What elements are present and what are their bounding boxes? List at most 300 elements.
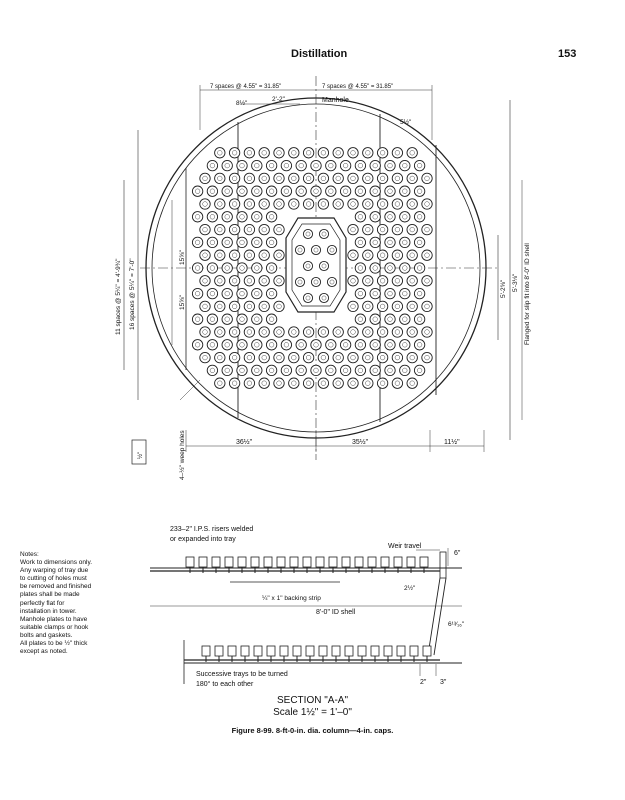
section-cap bbox=[280, 646, 288, 656]
bubble-cap bbox=[414, 237, 424, 247]
bubble-cap bbox=[355, 365, 365, 375]
bubble-cap bbox=[244, 199, 254, 209]
section-cap bbox=[306, 646, 314, 656]
downcomer-line-2 bbox=[434, 578, 446, 655]
bubble-cap bbox=[244, 378, 254, 388]
section-cap bbox=[264, 557, 272, 567]
bubble-cap bbox=[422, 199, 432, 209]
bubble-cap bbox=[422, 327, 432, 337]
bubble-cap bbox=[363, 352, 373, 362]
bubble-cap bbox=[274, 148, 284, 158]
section-title: SECTION "A-A" bbox=[277, 695, 348, 706]
bubble-cap bbox=[237, 186, 247, 196]
note-line: be removed and finished bbox=[20, 583, 92, 591]
bubble-cap bbox=[422, 276, 432, 286]
bubble-cap bbox=[237, 160, 247, 170]
bubble-cap bbox=[289, 148, 299, 158]
bubble-cap bbox=[385, 314, 395, 324]
bubble-cap bbox=[200, 352, 210, 362]
bubble-cap bbox=[348, 173, 358, 183]
bubble-cap bbox=[407, 301, 417, 311]
bubble-cap bbox=[407, 378, 417, 388]
bubble-cap bbox=[318, 199, 328, 209]
bubble-cap bbox=[400, 186, 410, 196]
section-cap bbox=[342, 557, 350, 567]
bubble-cap bbox=[274, 352, 284, 362]
bubble-cap bbox=[274, 276, 284, 286]
risers-label-line1: 233–2" I.P.S. risers welded bbox=[170, 526, 254, 533]
bubble-cap bbox=[222, 365, 232, 375]
bubble-cap bbox=[370, 340, 380, 350]
bubble-cap bbox=[252, 365, 262, 375]
bubble-cap bbox=[319, 229, 328, 238]
section-cap bbox=[332, 646, 340, 656]
section-cap bbox=[228, 646, 236, 656]
bubble-cap bbox=[414, 365, 424, 375]
bubble-cap bbox=[274, 301, 284, 311]
bubble-cap bbox=[207, 365, 217, 375]
bubble-cap bbox=[229, 199, 239, 209]
weir-travel-label: Weir travel bbox=[388, 543, 422, 550]
bubble-cap bbox=[274, 224, 284, 234]
bubble-cap bbox=[318, 327, 328, 337]
bubble-cap bbox=[192, 314, 202, 324]
bubble-cap bbox=[259, 250, 269, 260]
bubble-cap bbox=[355, 288, 365, 298]
bubble-cap bbox=[244, 148, 254, 158]
bubble-cap bbox=[355, 263, 365, 273]
bubble-cap bbox=[215, 352, 225, 362]
figure-caption: Figure 8-99. 8-ft-0-in. dia. column—4-in. caps. bbox=[231, 726, 394, 735]
bubble-cap bbox=[385, 263, 395, 273]
bubble-cap bbox=[303, 148, 313, 158]
note-line: All plates to be ½" thick bbox=[20, 640, 88, 648]
bubble-cap bbox=[296, 160, 306, 170]
note-line: Work to dimensions only. bbox=[20, 559, 93, 567]
bubble-cap bbox=[392, 250, 402, 260]
bubble-cap bbox=[207, 314, 217, 324]
bubble-cap bbox=[414, 160, 424, 170]
bubble-cap bbox=[392, 352, 402, 362]
bubble-cap bbox=[348, 378, 358, 388]
bubble-cap bbox=[385, 186, 395, 196]
bubble-cap bbox=[318, 173, 328, 183]
bubble-cap bbox=[244, 301, 254, 311]
id-shell-label: 8'-0" ID shell bbox=[316, 609, 356, 616]
bubble-cap bbox=[363, 276, 373, 286]
bubble-cap bbox=[348, 250, 358, 260]
bubble-cap bbox=[281, 365, 291, 375]
bubble-cap bbox=[295, 245, 304, 254]
bubble-cap bbox=[400, 237, 410, 247]
note-line: Any warping of tray due bbox=[20, 567, 89, 575]
bubble-cap bbox=[348, 224, 358, 234]
bubble-cap bbox=[200, 199, 210, 209]
bubble-cap bbox=[303, 199, 313, 209]
bubble-cap bbox=[274, 378, 284, 388]
bubble-cap bbox=[274, 173, 284, 183]
successive-label-line1: Successive trays to be turned bbox=[196, 671, 288, 678]
bubble-cap bbox=[303, 378, 313, 388]
section-cap bbox=[254, 646, 262, 656]
bubble-cap bbox=[355, 314, 365, 324]
bubble-cap bbox=[274, 250, 284, 260]
bubble-cap bbox=[333, 148, 343, 158]
bubble-cap bbox=[259, 327, 269, 337]
bubble-cap bbox=[370, 288, 380, 298]
downcomer-line-1 bbox=[428, 578, 440, 655]
notes-block bbox=[20, 551, 160, 656]
bubble-cap bbox=[333, 173, 343, 183]
note-line: bolts and gaskets. bbox=[20, 631, 73, 639]
bubble-cap bbox=[266, 365, 276, 375]
section-cap bbox=[290, 557, 298, 567]
bubble-cap bbox=[207, 212, 217, 222]
bubble-cap bbox=[207, 340, 217, 350]
bubble-cap bbox=[303, 352, 313, 362]
bubble-cap bbox=[422, 250, 432, 260]
note-line: Notes: bbox=[20, 551, 39, 558]
bubble-cap bbox=[244, 276, 254, 286]
bubble-cap bbox=[289, 378, 299, 388]
bubble-cap bbox=[407, 276, 417, 286]
bubble-cap bbox=[363, 199, 373, 209]
bubble-cap bbox=[392, 276, 402, 286]
bubble-cap bbox=[400, 263, 410, 273]
section-cap bbox=[394, 557, 402, 567]
bubble-cap bbox=[229, 352, 239, 362]
bubble-cap bbox=[311, 340, 321, 350]
bubble-cap bbox=[311, 160, 321, 170]
bubble-cap bbox=[303, 293, 312, 302]
bubble-cap bbox=[363, 301, 373, 311]
bubble-cap bbox=[400, 314, 410, 324]
bubble-cap bbox=[252, 237, 262, 247]
bubble-cap bbox=[370, 212, 380, 222]
bubble-cap bbox=[215, 173, 225, 183]
bubble-cap bbox=[392, 327, 402, 337]
bubble-cap bbox=[192, 340, 202, 350]
bubble-cap bbox=[229, 327, 239, 337]
section-cap bbox=[423, 646, 431, 656]
note-line: suitable clamps or hook bbox=[20, 623, 89, 631]
bubble-cap bbox=[207, 160, 217, 170]
bubble-cap bbox=[192, 288, 202, 298]
bubble-cap bbox=[407, 224, 417, 234]
bubble-cap bbox=[348, 276, 358, 286]
bubble-cap bbox=[259, 148, 269, 158]
bubble-cap bbox=[289, 352, 299, 362]
bubble-cap bbox=[200, 276, 210, 286]
bubble-cap bbox=[200, 327, 210, 337]
dim-2-half-label: 2½" bbox=[404, 585, 416, 592]
bubble-cap bbox=[377, 378, 387, 388]
bubble-cap bbox=[333, 327, 343, 337]
bubble-cap bbox=[348, 327, 358, 337]
left-dim-2-label: 16 spaces @ 5¼" = 7'-0" bbox=[129, 258, 136, 330]
bubble-cap bbox=[252, 160, 262, 170]
bubble-cap bbox=[207, 237, 217, 247]
bubble-cap bbox=[348, 352, 358, 362]
section-title-block bbox=[0, 695, 625, 719]
section-cap bbox=[202, 646, 210, 656]
bubble-cap bbox=[215, 224, 225, 234]
bubble-cap bbox=[319, 293, 328, 302]
bubble-cap bbox=[252, 288, 262, 298]
bubble-cap bbox=[326, 365, 336, 375]
bubble-cap bbox=[407, 327, 417, 337]
section-cap bbox=[238, 557, 246, 567]
bubble-cap bbox=[414, 212, 424, 222]
bubble-cap bbox=[266, 160, 276, 170]
bubble-cap bbox=[318, 352, 328, 362]
bubble-cap bbox=[192, 237, 202, 247]
bottom-dim-1-label: 36½" bbox=[236, 439, 253, 446]
bubble-cap bbox=[200, 224, 210, 234]
bubble-cap bbox=[370, 160, 380, 170]
bubble-cap bbox=[229, 224, 239, 234]
bubble-cap bbox=[266, 288, 276, 298]
dim-15-16-b-label: 15⅝" bbox=[179, 295, 186, 310]
bubble-cap bbox=[392, 301, 402, 311]
bottom-dim-2-label: 35½" bbox=[352, 439, 369, 446]
weep-detail-label: ½" bbox=[138, 451, 144, 459]
risers-label-line2: or expanded into tray bbox=[170, 536, 236, 543]
page-number: 153 bbox=[558, 48, 577, 60]
bottom-dim-3-label: 11½" bbox=[444, 439, 460, 446]
bubble-cap bbox=[200, 301, 210, 311]
note-line: to cutting of holes must bbox=[20, 575, 87, 583]
bubble-cap bbox=[222, 160, 232, 170]
bubble-cap bbox=[385, 160, 395, 170]
bubble-cap bbox=[340, 186, 350, 196]
bubble-cap bbox=[259, 352, 269, 362]
section-cap bbox=[397, 646, 405, 656]
section-cap bbox=[420, 557, 428, 567]
bubble-cap bbox=[289, 173, 299, 183]
right-dim-1-label: 5'-2⅝" bbox=[500, 279, 507, 298]
bubble-cap bbox=[274, 327, 284, 337]
bubble-cap bbox=[363, 173, 373, 183]
bubble-cap bbox=[229, 148, 239, 158]
bubble-cap bbox=[303, 261, 312, 270]
dim-2-label: 2" bbox=[420, 679, 427, 686]
bubble-cap bbox=[385, 237, 395, 247]
bubble-cap bbox=[215, 327, 225, 337]
bubble-cap bbox=[407, 173, 417, 183]
section-cap bbox=[316, 557, 324, 567]
manhole-label: Manhole bbox=[322, 97, 349, 104]
bubble-cap bbox=[237, 288, 247, 298]
bubble-cap bbox=[327, 277, 336, 286]
bubble-cap bbox=[377, 224, 387, 234]
bubble-cap bbox=[259, 224, 269, 234]
bubble-cap bbox=[326, 340, 336, 350]
bubble-cap bbox=[326, 186, 336, 196]
bubble-cap bbox=[400, 340, 410, 350]
bubble-cap bbox=[296, 365, 306, 375]
bubble-cap bbox=[207, 186, 217, 196]
bubble-cap bbox=[400, 212, 410, 222]
bubble-cap bbox=[289, 327, 299, 337]
bubble-cap bbox=[414, 288, 424, 298]
bubble-cap bbox=[289, 199, 299, 209]
bubble-cap bbox=[237, 314, 247, 324]
section-cap bbox=[186, 557, 194, 567]
section-cap bbox=[407, 557, 415, 567]
section-scale: Scale 1½" = 1'–0" bbox=[273, 707, 352, 718]
bubble-cap bbox=[414, 263, 424, 273]
section-cap bbox=[368, 557, 376, 567]
bubble-cap bbox=[370, 314, 380, 324]
bubble-cap bbox=[259, 378, 269, 388]
bubble-cap bbox=[244, 173, 254, 183]
bubble-cap bbox=[259, 199, 269, 209]
bubble-cap bbox=[222, 186, 232, 196]
bubble-cap bbox=[274, 199, 284, 209]
section-cap bbox=[329, 557, 337, 567]
right-flange-label: Flanged for slip fit into 8'-0" ID shell bbox=[524, 243, 531, 345]
section-cap bbox=[384, 646, 392, 656]
bubble-cap bbox=[237, 263, 247, 273]
bubble-cap bbox=[355, 340, 365, 350]
bubble-cap bbox=[252, 340, 262, 350]
bubble-cap bbox=[422, 224, 432, 234]
bubble-cap bbox=[422, 352, 432, 362]
bubble-cap bbox=[229, 276, 239, 286]
section-cap bbox=[293, 646, 301, 656]
bubble-cap bbox=[192, 186, 202, 196]
bubble-cap bbox=[377, 301, 387, 311]
note-line: perfectly flat for bbox=[20, 599, 65, 607]
bubble-cap bbox=[333, 352, 343, 362]
dim-6-label: 6" bbox=[454, 550, 461, 557]
dim-3-label: 3" bbox=[440, 679, 447, 686]
backing-strip-label: ¼" x 1" backing strip bbox=[262, 595, 321, 602]
bubble-cap bbox=[303, 327, 313, 337]
bubble-cap bbox=[303, 229, 312, 238]
bubble-cap bbox=[355, 212, 365, 222]
bubble-cap bbox=[207, 288, 217, 298]
bubble-cap bbox=[377, 327, 387, 337]
weep-holes-label: 4–½" weep holes bbox=[179, 430, 186, 480]
bubble-cap bbox=[407, 199, 417, 209]
top-dim-left-label: 7 spaces @ 4.55" = 31.85" bbox=[210, 84, 282, 90]
bubble-cap bbox=[237, 237, 247, 247]
section-cap bbox=[199, 557, 207, 567]
bubble-cap bbox=[222, 263, 232, 273]
bubble-cap bbox=[222, 237, 232, 247]
bubble-cap bbox=[303, 173, 313, 183]
bubble-cap bbox=[252, 186, 262, 196]
dim-15-16-a-label: 15⅝" bbox=[179, 250, 186, 265]
bubble-cap bbox=[266, 340, 276, 350]
bubble-cap bbox=[229, 301, 239, 311]
dim-6-13-16-label: 6¹³⁄₁₆" bbox=[448, 621, 465, 628]
bubble-cap bbox=[244, 224, 254, 234]
section-cap bbox=[277, 557, 285, 567]
manhole-outline bbox=[286, 218, 346, 312]
bubble-cap bbox=[370, 186, 380, 196]
bubble-cap bbox=[244, 327, 254, 337]
bubble-cap bbox=[207, 263, 217, 273]
bubble-cap bbox=[407, 148, 417, 158]
bubble-cap bbox=[377, 199, 387, 209]
bubble-cap bbox=[348, 301, 358, 311]
bubble-cap bbox=[244, 352, 254, 362]
bubble-cap bbox=[266, 263, 276, 273]
bubble-cap bbox=[252, 314, 262, 324]
bubble-cap bbox=[392, 173, 402, 183]
dim-2-2-label: 2'-2" bbox=[272, 96, 285, 103]
bubble-cap bbox=[252, 212, 262, 222]
bubble-cap bbox=[377, 250, 387, 260]
bubble-cap bbox=[200, 250, 210, 260]
note-line: except as noted. bbox=[20, 648, 68, 656]
bubble-cap bbox=[327, 245, 336, 254]
bubble-cap bbox=[377, 352, 387, 362]
section-cap bbox=[212, 557, 220, 567]
bubble-cap bbox=[319, 261, 328, 270]
bubble-cap bbox=[340, 160, 350, 170]
bubble-cap bbox=[259, 301, 269, 311]
bubble-cap bbox=[385, 288, 395, 298]
bubble-cap bbox=[363, 378, 373, 388]
bubble-cap bbox=[252, 263, 262, 273]
bubble-cap bbox=[318, 148, 328, 158]
note-line: Manhole plates to have bbox=[20, 615, 88, 623]
dim-8-half-label: 8½" bbox=[236, 100, 248, 107]
bubble-cap bbox=[348, 148, 358, 158]
bubble-cap bbox=[414, 314, 424, 324]
bubble-cap bbox=[215, 276, 225, 286]
section-cap bbox=[410, 646, 418, 656]
bubble-cap bbox=[215, 148, 225, 158]
bubble-cap bbox=[281, 186, 291, 196]
bubble-cap bbox=[392, 224, 402, 234]
bubble-cap bbox=[295, 277, 304, 286]
left-dim-1-label: 11 spaces @ 5¼" = 4'-9¾" bbox=[115, 258, 122, 335]
bubble-cap bbox=[326, 160, 336, 170]
section-cap bbox=[215, 646, 223, 656]
bubble-cap bbox=[355, 160, 365, 170]
bubble-cap bbox=[363, 148, 373, 158]
bubble-cap bbox=[385, 340, 395, 350]
bubble-cap bbox=[370, 263, 380, 273]
right-dim-2-label: 5'-3⅛" bbox=[512, 273, 519, 292]
bubble-cap bbox=[400, 160, 410, 170]
section-cap bbox=[251, 557, 259, 567]
bubble-cap bbox=[355, 186, 365, 196]
bubble-cap bbox=[266, 237, 276, 247]
bubble-cap bbox=[215, 250, 225, 260]
bubble-cap bbox=[266, 186, 276, 196]
bubble-cap bbox=[333, 378, 343, 388]
bubble-cap bbox=[414, 340, 424, 350]
bubble-cap bbox=[296, 340, 306, 350]
bubble-cap bbox=[244, 250, 254, 260]
bubble-cap bbox=[222, 314, 232, 324]
bubble-cap bbox=[259, 173, 269, 183]
section-cap bbox=[345, 646, 353, 656]
bubble-cap bbox=[222, 288, 232, 298]
bubble-cap bbox=[318, 378, 328, 388]
bubble-cap bbox=[281, 340, 291, 350]
bubble-cap bbox=[215, 378, 225, 388]
bubble-cap bbox=[215, 301, 225, 311]
bubble-cap bbox=[281, 160, 291, 170]
bubble-cap bbox=[296, 186, 306, 196]
